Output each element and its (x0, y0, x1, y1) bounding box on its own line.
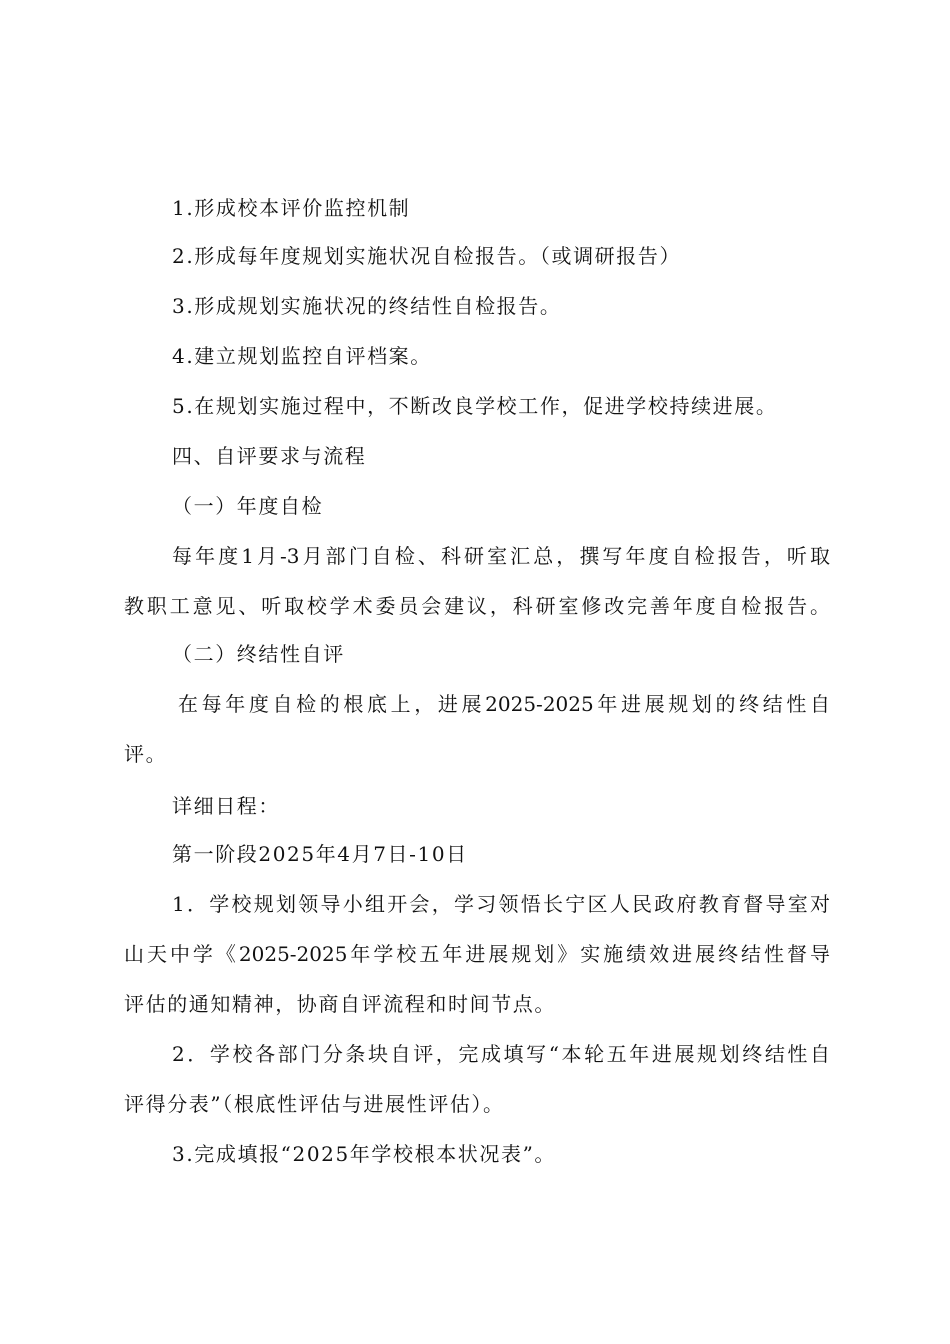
paragraph-line: 2．学校各部门分条块自评，完成填写“本轮五年进展规划终结性自 (172, 1042, 830, 1066)
subsection-heading: （二）终结性自评 (172, 642, 345, 666)
list-item: 5.在规划实施过程中，不断改良学校工作，促进学校持续进展。 (172, 394, 778, 418)
paragraph-line: 在每年度自检的根底上，进展2025-2025年进展规划的终结性自 (178, 692, 830, 716)
paragraph-line: 详细日程： (172, 794, 280, 818)
paragraph-line: 第一阶段2025年4月7日-10日 (172, 842, 468, 866)
list-item: 3.形成规划实施状况的终结性自检报告。 (172, 294, 562, 318)
paragraph-line: 教职工意见、听取校学术委员会建议，科研室修改完善年度自检报告。 (124, 594, 830, 618)
paragraph-line: 3.完成填报“2025年学校根本状况表”。 (172, 1142, 557, 1166)
list-item: 4.建立规划监控自评档案。 (172, 344, 432, 368)
paragraph-line: 评估的通知精神，协商自评流程和时间节点。 (124, 992, 556, 1016)
paragraph-line: 评。 (124, 742, 168, 766)
paragraph-line: 每年度1月-3月部门自检、科研室汇总，撰写年度自检报告，听取 (172, 544, 830, 568)
paragraph-line: 评得分表”（根底性评估与进展性评估）。 (124, 1092, 505, 1116)
paragraph-line: 山天中学《2025-2025年学校五年进展规划》实施绩效进展终结性督导 (124, 942, 830, 966)
list-item: 1.形成校本评价监控机制 (172, 196, 411, 220)
section-heading: 四、自评要求与流程 (172, 444, 367, 468)
list-item: 2.形成每年度规划实施状况自检报告。（或调研报告） (172, 244, 682, 268)
paragraph-line: 1．学校规划领导小组开会，学习领悟长宁区人民政府教育督导室对 (172, 892, 830, 916)
subsection-heading: （一）年度自检 (172, 494, 324, 518)
